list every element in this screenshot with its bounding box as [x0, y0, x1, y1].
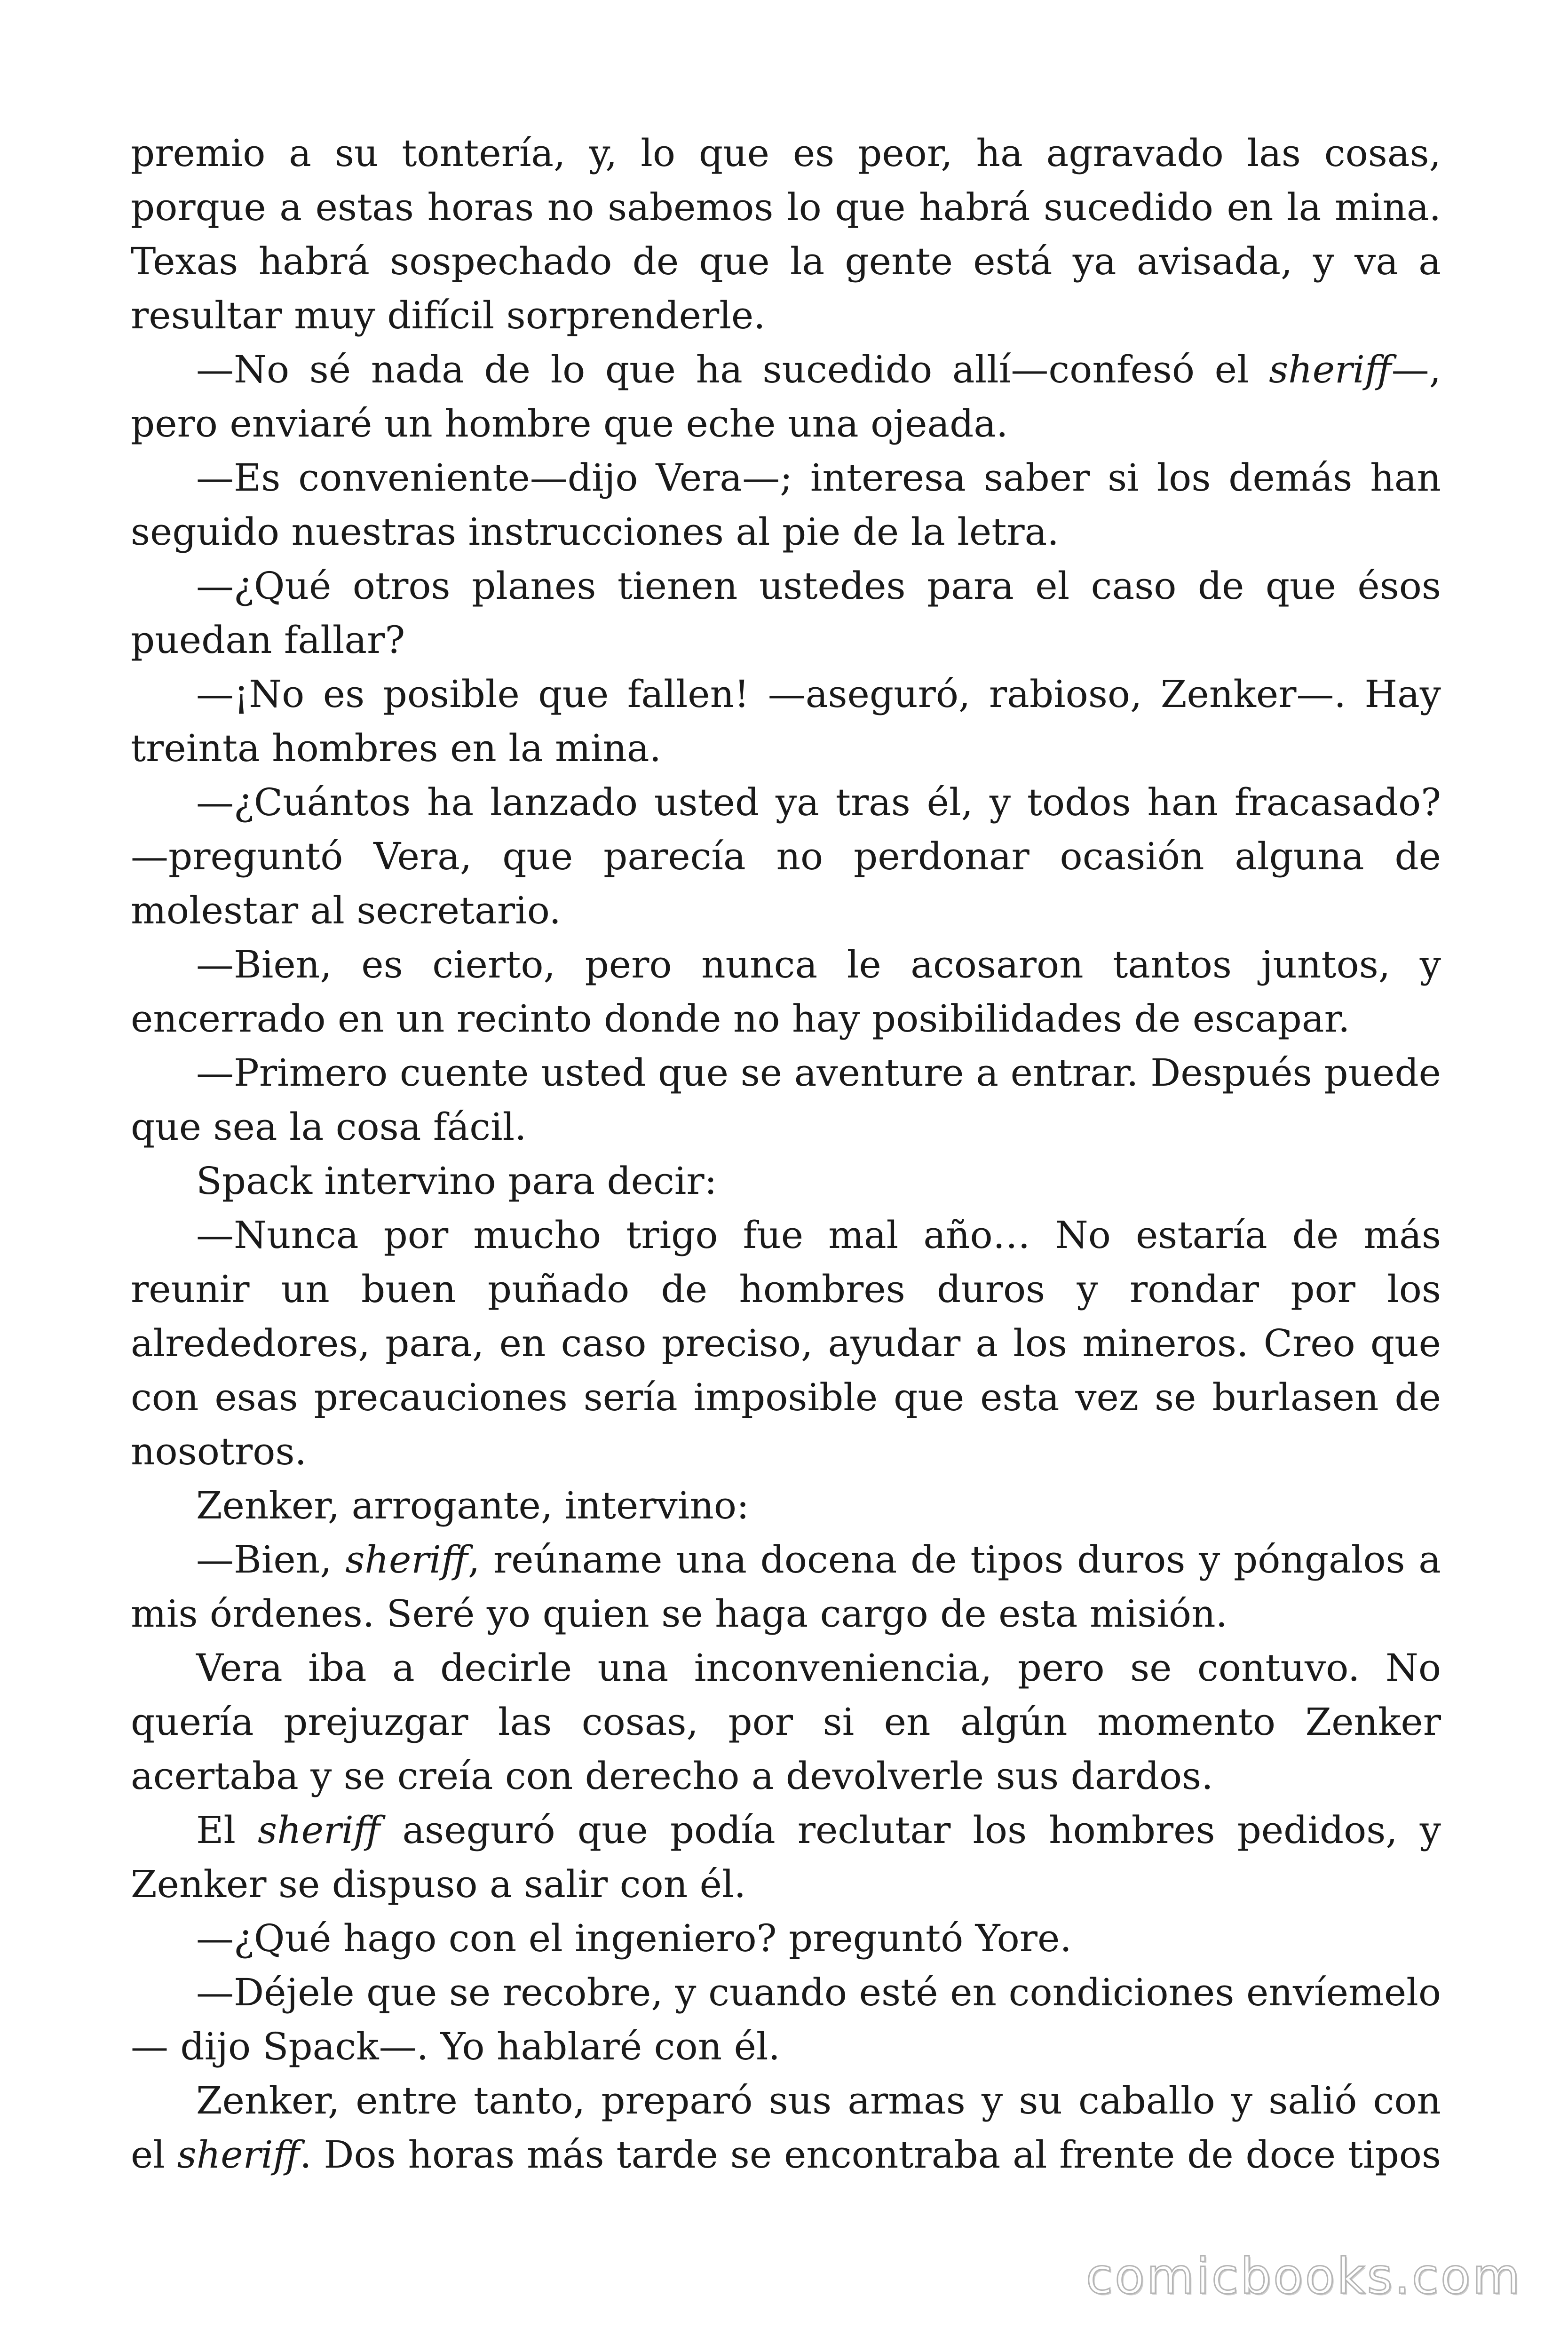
paragraph-1-text: premio a su tontería, y, lo que es peor, ha agravado las cosas, porque a estas horas no sabemos lo que habrá sucedido en la mina. Texas habrá sospechado de que la gente está ya avisada, y va a resultar muy difícil sorprenderle. [131, 131, 1441, 337]
paragraph-8-text: —Primero cuente usted que se aventure a entrar. Después puede que sea la cosa fácil. [131, 1051, 1441, 1149]
paragraph-13 [131, 1641, 1441, 1803]
paragraph-15 [131, 1911, 1441, 1965]
paragraph-10 [131, 1208, 1441, 1478]
paragraph-17 [131, 2074, 1441, 2182]
paragraph-8 [131, 1046, 1441, 1154]
paragraph-9-text: Spack intervino para decir: [196, 1159, 717, 1203]
paragraph-2-italic-sheriff: sheriff [1269, 348, 1392, 391]
paragraph-12 [131, 1533, 1441, 1641]
paragraph-2-text-a: —No sé nada de lo que ha sucedido allí—confesó el [196, 348, 1269, 391]
paragraph-7 [131, 938, 1441, 1046]
paragraph-17-text-b: . Dos horas más tarde se encontraba al frente de doce tipos [300, 2133, 1441, 2177]
paragraph-14 [131, 1803, 1441, 1911]
paragraph-2-text-b: —, pero enviaré un hombre que eche una ojeada. [131, 348, 1441, 445]
paragraph-16-text: —Déjele que se recobre, y cuando esté en condiciones envíemelo — dijo Spack—. Yo hablaré con él. [131, 1971, 1441, 2068]
paragraph-16 [131, 1965, 1441, 2074]
paragraph-11 [131, 1478, 1441, 1533]
paragraph-5-text: —¡No es posible que fallen! —aseguró, rabioso, Zenker—. Hay treinta hombres en la mina. [131, 672, 1441, 770]
paragraph-14-italic-sheriff: sheriff [258, 1808, 380, 1852]
paragraph-5 [131, 667, 1441, 775]
paragraph-14-text-b: aseguró que podía reclutar los hombres pedidos, y Zenker se dispuso a salir con él. [131, 1808, 1441, 1906]
paragraph-12-italic-sheriff: sheriff [345, 1538, 468, 1581]
paragraph-12-text-b: , reúname una docena de tipos duros y póngalos a mis órdenes. Seré yo quien se haga cargo de esta misión. [131, 1538, 1441, 1636]
paragraph-2 [131, 342, 1441, 451]
paragraph-3-text: —Es conveniente—dijo Vera—; interesa saber si los demás han seguido nuestras instrucciones al pie de la letra. [131, 456, 1441, 554]
paragraph-4 [131, 559, 1441, 667]
paragraph-17-text-a: Zenker, entre tanto, preparó sus armas y su caballo y salió con el [131, 2079, 1441, 2177]
paragraph-14-text-a: El [196, 1808, 258, 1852]
watermark-logo: comicbooks.com [1085, 2248, 1522, 2305]
paragraph-6 [131, 775, 1441, 938]
paragraph-3 [131, 451, 1441, 559]
paragraph-11-text: Zenker, arrogante, intervino: [196, 1484, 749, 1527]
paragraph-6-text: —¿Cuántos ha lanzado usted ya tras él, y todos han fracasado? —preguntó Vera, que parecía no perdonar ocasión alguna de molestar al secretario. [131, 780, 1441, 932]
paragraph-17-italic-sheriff: sheriff [177, 2133, 300, 2177]
paragraph-9 [131, 1154, 1441, 1208]
paragraph-1 [131, 126, 1441, 342]
paragraph-10-text: —Nunca por mucho trigo fue mal año… No estaría de más reunir un buen puñado de hombres duros y rondar por los alrededores, para, en caso preciso, ayudar a los mineros. Creo que con esas precauciones sería imposible que esta vez se burlasen de nosotros. [131, 1213, 1441, 1473]
paragraph-4-text: —¿Qué otros planes tienen ustedes para el caso de que ésos puedan fallar? [131, 564, 1441, 662]
paragraph-7-text: —Bien, es cierto, pero nunca le acosaron tantos juntos, y encerrado en un recinto donde no hay posibilidades de escapar. [131, 943, 1441, 1041]
paragraph-15-text: —¿Qué hago con el ingeniero? preguntó Yore. [196, 1916, 1072, 1960]
book-page-text [131, 126, 1441, 2182]
paragraph-12-text-a: —Bien, [196, 1538, 346, 1581]
paragraph-13-text: Vera iba a decirle una inconveniencia, pero se contuvo. No quería prejuzgar las cosas, por si en algún momento Zenker acertaba y se creía con derecho a devolverle sus dardos. [131, 1646, 1441, 1798]
